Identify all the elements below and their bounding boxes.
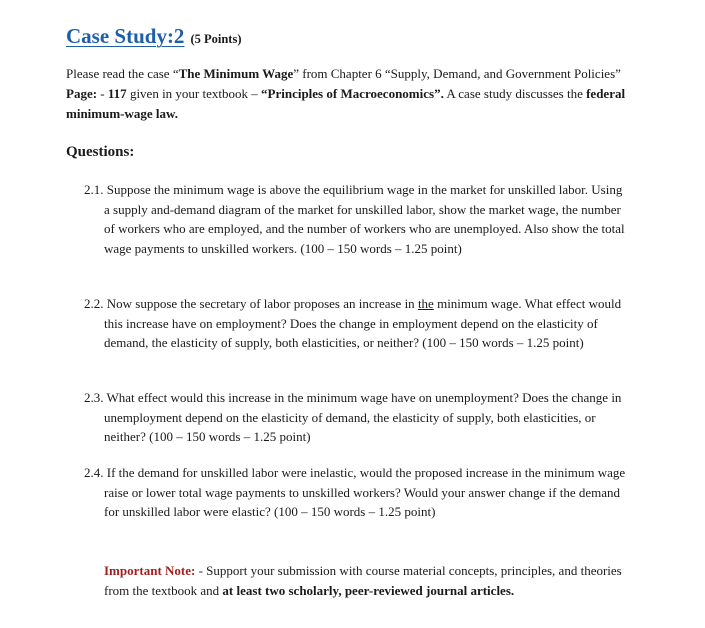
case-name: The Minimum Wage	[178, 66, 294, 81]
question-number: 2.2.	[84, 296, 104, 311]
page-label: Page:	[66, 86, 98, 101]
textbook-title: “Principles of Macroeconomics”.	[261, 86, 444, 101]
underlined-word: the	[417, 296, 434, 311]
question-item	[84, 294, 630, 353]
question-item	[84, 463, 630, 522]
title-line	[66, 24, 241, 49]
intro-text: Please read the case “	[66, 66, 179, 81]
question-text: Now suppose the secretary of labor proposes an increase in	[106, 296, 418, 311]
law-name: federal minimum-wage law.	[66, 86, 626, 121]
important-note	[104, 561, 632, 601]
question-number: 2.3.	[84, 390, 104, 405]
note-text: - Support your submission with course material concepts, principles, and theories from the textbook and	[104, 563, 622, 598]
question-text: minimum wage. What effect would this increase have on employment? Does the change in employment depend on the elasticity of demand, the elasticity of supply, both elasticities, or neither? (100 – 150 words – 1.25 point)	[104, 296, 622, 350]
question-number: 2.4.	[84, 465, 104, 480]
note-bold-text: at least two scholarly, peer-reviewed journal articles.	[222, 583, 515, 598]
question-item	[84, 388, 630, 447]
intro-text: given in your textbook –	[126, 86, 262, 101]
question-text: If the demand for unskilled labor were inelastic, would the proposed increase in the minimum wage raise or lower total wage payments to unskilled workers? Would your answer change if the demand for unskilled labor were elastic? (100 – 150 words – 1.25 point)	[104, 465, 626, 519]
page-number: 117	[107, 86, 127, 101]
intro-paragraph	[66, 64, 636, 124]
intro-text: -	[97, 86, 108, 101]
questions-heading: Questions:	[66, 144, 135, 160]
page-title: Case Study:2	[66, 24, 185, 48]
intro-text: A case study discusses the	[443, 86, 587, 101]
question-text: Suppose the minimum wage is above the equilibrium wage in the market for unskilled labor. Using a supply and-demand diagram of the market for unskilled labor, show the market wage, the number of workers who are employed, and the number of workers who are unemployed. Also show the total wage payments to unskilled workers. (100 – 150 words – 1.25 point)	[104, 182, 625, 256]
intro-text: ” from Chapter 6 “Supply, Demand, and Government Policies”	[293, 66, 621, 81]
question-text: What effect would this increase in the minimum wage have on unemployment? Does the change in unemployment depend on the elasticity of demand, the elasticity of supply, both elasticities, or neither? (100 – 150 words – 1.25 point)	[104, 390, 622, 444]
question-item	[84, 180, 630, 258]
question-number: 2.1.	[84, 182, 104, 197]
points-label: (5 Points)	[190, 32, 242, 46]
note-label: Important Note:	[104, 563, 196, 578]
